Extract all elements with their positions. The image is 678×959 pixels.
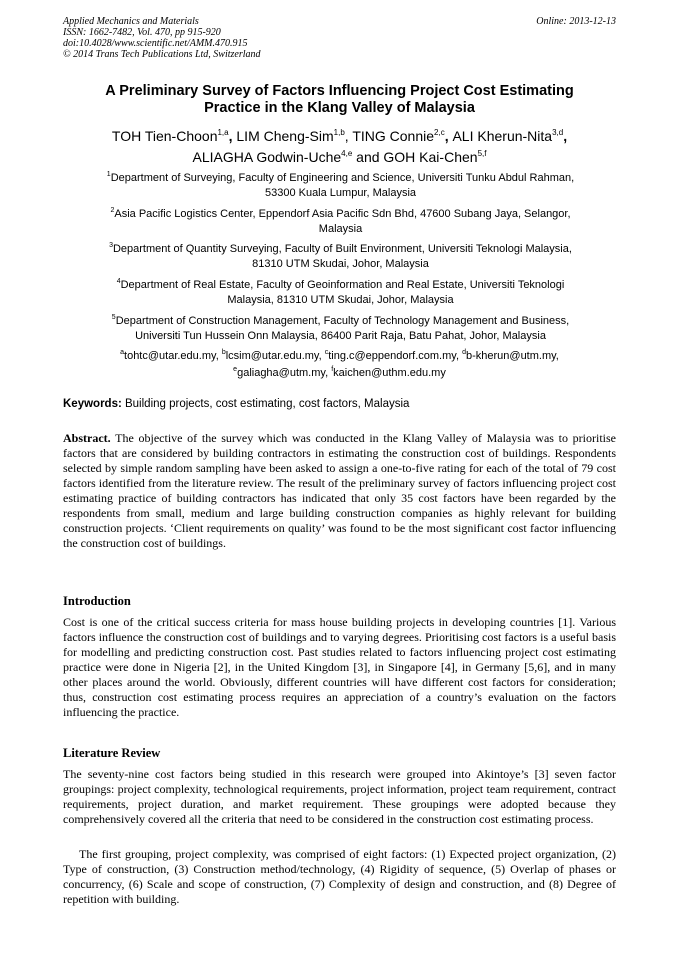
author-sup: 4,e	[341, 149, 353, 158]
title-line-2: Practice in the Klang Valley of Malaysia	[204, 100, 475, 116]
author-line-2	[63, 145, 616, 166]
email-c[interactable]: ting.c@eppendorf.com.my,	[328, 350, 460, 362]
author-sep: and	[352, 149, 384, 165]
paper-title	[63, 83, 616, 117]
author-name: ALIAGHA Godwin-Uche	[192, 149, 342, 165]
email-sup: b	[221, 349, 226, 356]
keywords-label: Keywords:	[63, 398, 122, 410]
title-line-1: A Preliminary Survey of Factors Influencing Project Cost Estimating	[105, 83, 574, 99]
author-name: LIM Cheng-Sim	[236, 128, 334, 144]
email-e[interactable]: galiagha@utm.my,	[237, 367, 329, 379]
email-sup: c	[324, 349, 329, 356]
affiliation-line: Department of Real Estate, Faculty of Geoinformation and Real Estate, Universiti Teknologi	[120, 279, 565, 291]
email-list	[63, 346, 616, 380]
affiliation-line: Universiti Tun Hussein Onn Malaysia, 86400 Parit Raja, Batu Pahat, Johor, Malaysia	[135, 330, 546, 342]
author-line-1	[63, 124, 616, 145]
email-d[interactable]: b-kherun@utm.my,	[465, 350, 559, 362]
keywords	[63, 397, 616, 411]
affiliation-line: Asia Pacific Logistics Center, Eppendorf Asia Pacific Sdn Bhd, 47600 Subang Jaya, Selangor,	[114, 208, 571, 220]
literature-review-heading: Literature Review	[63, 746, 161, 760]
copyright-line: © 2014 Trans Tech Publications Ltd, Switzerland	[63, 49, 261, 60]
doi-line: doi:10.4028/www.scientific.net/AMM.470.915	[63, 38, 248, 49]
affiliation-line: Department of Quantity Surveying, Faculty of Built Environment, Universiti Teknologi Malaysia,	[112, 243, 572, 255]
affiliation-5	[68, 310, 613, 344]
email-f[interactable]: kaichen@uthm.edu.my	[333, 367, 446, 379]
introduction-text: Cost is one of the critical success criteria for mass house building projects in developing countries [1]. Various factors influence the construction cost of buildings and to varying degrees. Prioritising cost factors is a useful basis for modelling and predicting construction cost. Past studies related to factors influencing project cost estimating practice were done in Nigeria [2], in the United Kingdom [3], in Singapore [4], in Germany [5,6], and in many other places around the world. Obviously, different countries will have different cost factors for consideration; thus, construction cost estimating process requires an appreciation of a country’s evaluation on the factors influencing the practice.	[63, 615, 616, 719]
affiliation-line: 53300 Kuala Lumpur, Malaysia	[264, 187, 417, 199]
author-sup: 1,b	[333, 128, 345, 137]
journal-name: Applied Mechanics and Materials	[63, 16, 199, 27]
introduction-heading: Introduction	[63, 594, 131, 608]
affiliation-1	[68, 167, 613, 201]
author-list	[63, 124, 616, 166]
author-name: GOH Kai-Chen	[383, 149, 478, 165]
affiliation-line: Department of Construction Management, Faculty of Technology Management and Business,	[115, 315, 570, 327]
author-sup: 3,d	[552, 128, 564, 137]
affiliation-line: Malaysia, 81310 UTM Skudai, Johor, Malaysia	[227, 294, 454, 306]
author-name: TOH Tien-Choon	[111, 128, 218, 144]
affiliation-num: 2	[110, 207, 115, 214]
email-b[interactable]: lcsim@utar.edu.my,	[225, 350, 322, 362]
abstract-text: The objective of the survey which was conducted in the Klang Valley of Malaysia was to prioritise factors that are considered by building contractors in estimating the construction cost of buildings. Respondents selected by simple random sampling have been asked to assign a one-to-five rating for each of the total of 79 cost factors identified from the literature review. The result of the preliminary survey of factors influencing project cost estimating practice of building contractors has indicated that only 35 cost factors have been regarded by the respondents from small, medium and large building construction companies as highly relevant for building construction projects. ‘Client requirements on quality’ was found to be the most significant cost factor influencing the construction cost of buildings.	[63, 431, 616, 550]
affiliation-num: 5	[111, 314, 116, 321]
journal-header	[63, 16, 616, 60]
author-sup: 5,f	[477, 149, 487, 158]
author-sep: ,	[444, 128, 453, 144]
literature-review-para-1: The seventy-nine cost factors being studied in this research were grouped into Akintoye’s [3] seven factor groupings: project complexity, technological requirements, project information, project team requirement, contract requirements, project duration, and market requirement. These groupings were adopted because they comprehensively covered all the criteria that need to be considered in the construction cost estimating process.	[63, 767, 616, 826]
affiliation-2	[68, 203, 613, 237]
online-date: Online: 2013-12-13	[536, 16, 616, 27]
author-name: TING Connie	[352, 128, 435, 144]
keywords-text: Building projects, cost estimating, cost factors, Malaysia	[121, 398, 410, 410]
author-sep: ,	[344, 128, 353, 144]
email-sup: d	[462, 349, 466, 356]
author-sep: ,	[228, 128, 237, 144]
affiliation-line: Department of Surveying, Faculty of Engineering and Science, Universiti Tunku Abdul Rahman,	[110, 172, 575, 184]
issn-line: ISSN: 1662-7482, Vol. 470, pp 915-920	[63, 27, 221, 38]
affiliation-line: 81310 UTM Skudai, Johor, Malaysia	[252, 258, 429, 270]
abstract-label: Abstract.	[63, 431, 111, 445]
author-sep: ,	[563, 128, 568, 144]
author-name: ALI Kherun-Nita	[452, 128, 553, 144]
author-sup: 2,c	[434, 128, 445, 137]
author-sup: 1,a	[217, 128, 229, 137]
email-sup: e	[233, 366, 238, 373]
literature-review-para-2: The first grouping, project complexity, was comprised of eight factors: (1) Expected project organization, (2) Type of construction, (3) Construction method/technology, (4) Rigidity of sequence, (5) Overlap of phases or concurrency, (6) Scale and scope of construction, (7) Complexity of design and construction, and (8) Degree of repetition with building.	[63, 847, 616, 906]
email-sup: a	[120, 349, 125, 356]
affiliation-3	[68, 238, 613, 272]
affiliation-num: 4	[116, 278, 121, 285]
affiliation-num: 3	[109, 242, 113, 249]
email-sup: f	[331, 366, 334, 373]
affiliation-line: Malaysia	[318, 223, 363, 235]
affiliation-4	[68, 274, 613, 308]
abstract	[63, 431, 616, 551]
email-a[interactable]: tohtc@utar.edu.my,	[124, 350, 219, 362]
affiliation-num: 1	[106, 171, 111, 178]
